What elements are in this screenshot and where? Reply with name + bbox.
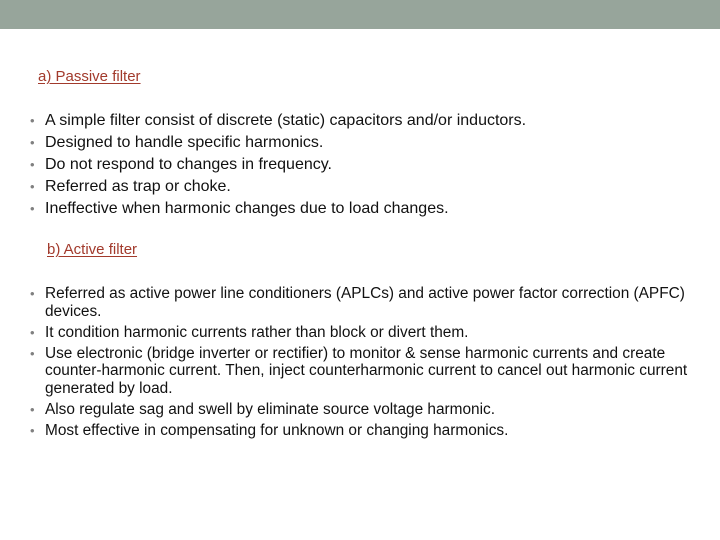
list-item-text: Do not respond to changes in frequency. [45, 156, 332, 173]
bullet-icon: • [30, 324, 35, 340]
bullet-icon: • [30, 113, 35, 128]
list-item-text: Also regulate sag and swell by eliminate source voltage harmonic. [45, 400, 495, 418]
active-filter-list [30, 285, 700, 443]
list-item [30, 132, 690, 154]
list-item [30, 154, 690, 176]
list-item [30, 324, 700, 342]
bullet-icon: • [30, 345, 35, 361]
list-item-text: Referred as trap or choke. [45, 178, 231, 195]
list-item [30, 401, 700, 419]
bullet-icon: • [30, 401, 35, 417]
list-item [30, 422, 700, 440]
list-item-text: Referred as active power line conditioners (APLCs) and active power factor correction (APFC) devices. [45, 285, 685, 320]
list-item [30, 198, 690, 220]
list-item [30, 110, 690, 132]
list-item-text: A simple filter consist of discrete (static) capacitors and/or inductors. [45, 112, 527, 129]
top-decor-bar [0, 0, 720, 29]
list-item [30, 176, 690, 198]
list-item-text: Designed to handle specific harmonics. [45, 134, 324, 151]
active-filter-heading: b) Active filter [47, 241, 138, 258]
passive-filter-heading: a) Passive filter [38, 68, 141, 85]
list-item [30, 285, 700, 320]
bullet-icon: • [30, 179, 35, 194]
bullet-icon: • [30, 157, 35, 172]
bullet-icon: • [30, 201, 35, 216]
list-item-text: Use electronic (bridge inverter or rectifier) to monitor & sense harmonic currents and create counter-harmonic current. Then, inject counterharmonic current to cancel out harmonic current generated by load. [45, 344, 688, 397]
list-item-text: Ineffective when harmonic changes due to load changes. [45, 200, 449, 217]
bullet-icon: • [30, 422, 35, 438]
list-item-text: It condition harmonic currents rather than block or divert them. [45, 323, 469, 341]
passive-filter-list [30, 110, 690, 220]
bullet-icon: • [30, 135, 35, 150]
bullet-icon: • [30, 286, 35, 301]
list-item [30, 345, 700, 398]
list-item-text: Most effective in compensating for unknown or changing harmonics. [45, 421, 509, 439]
